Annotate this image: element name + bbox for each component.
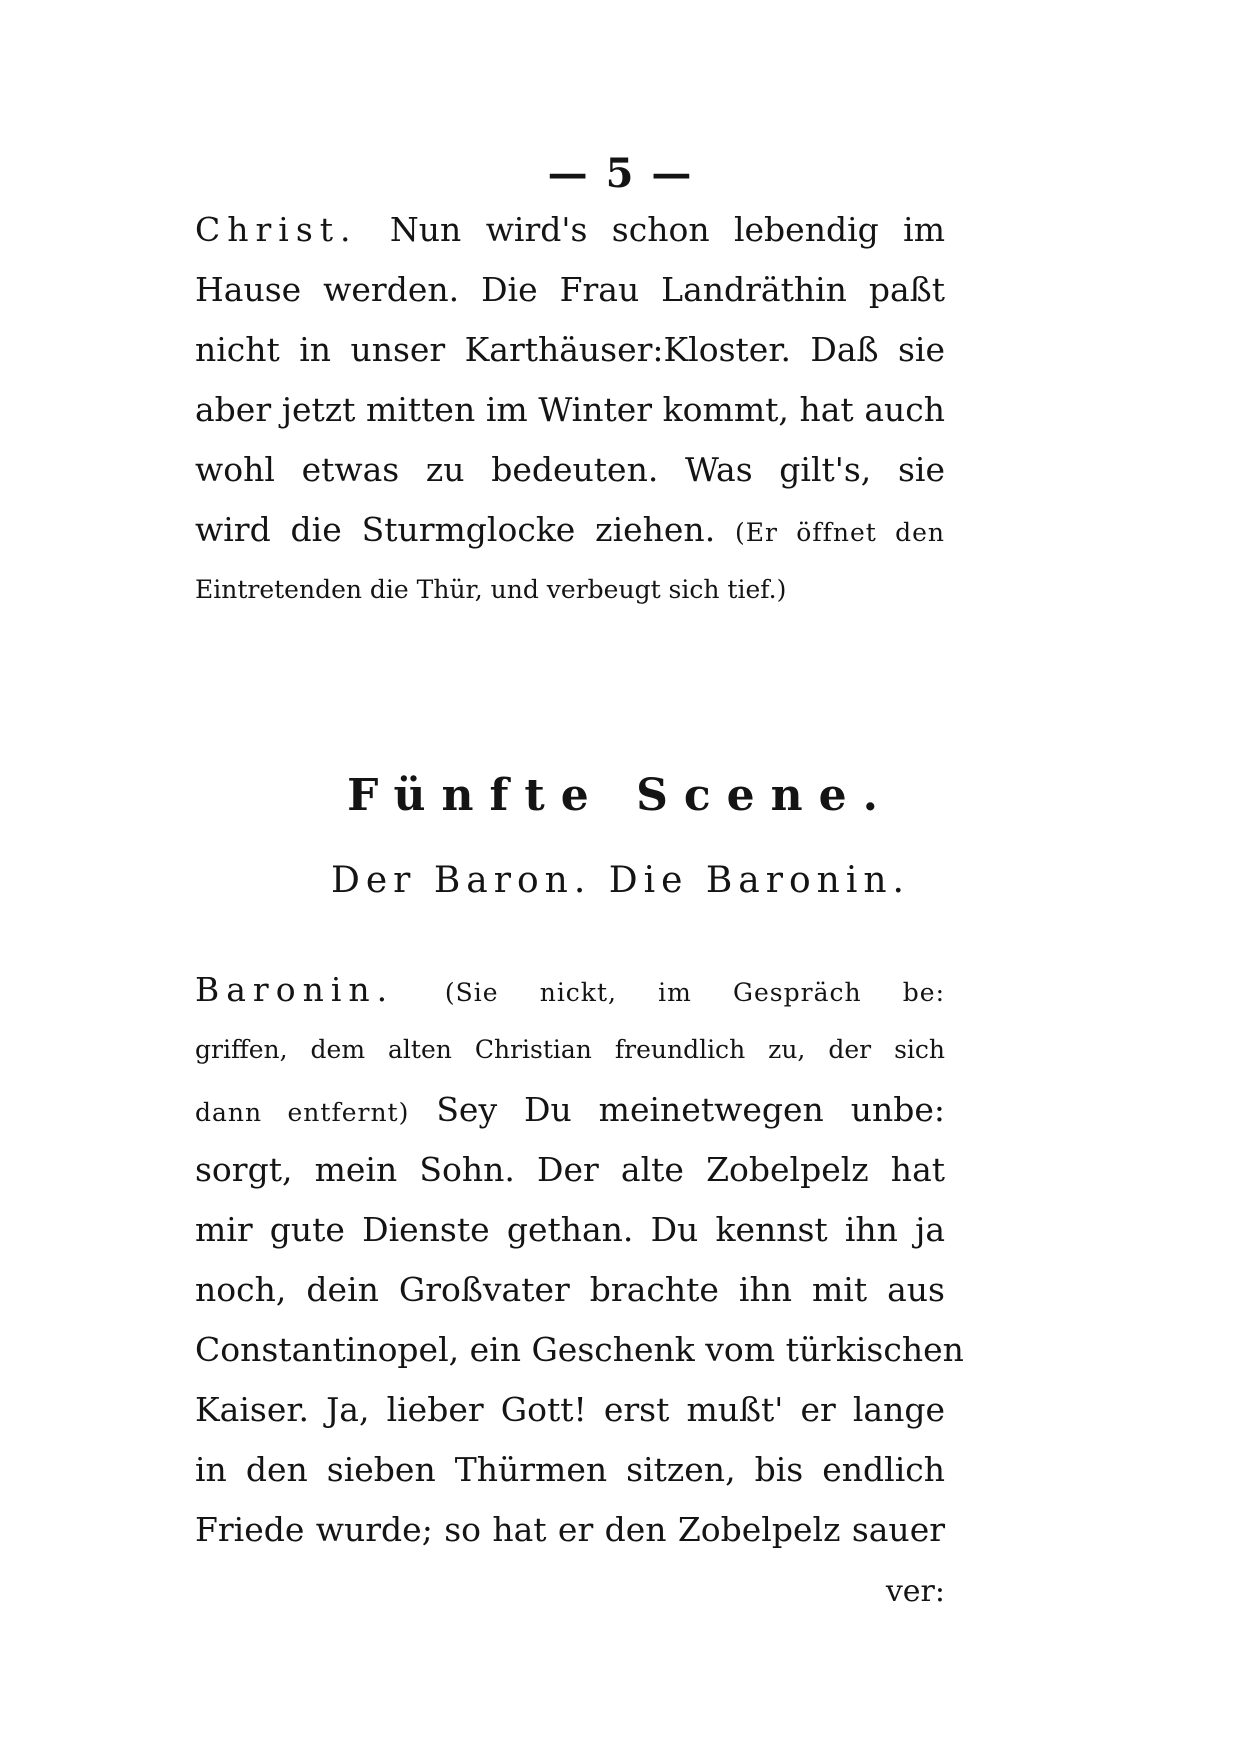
- text-line: aber jetzt mitten im Winter kommt, hat auch: [195, 390, 945, 429]
- text-line: [195, 960, 945, 1020]
- text-line: [195, 1080, 945, 1140]
- stage-direction: dann entfernt): [195, 1098, 410, 1127]
- text-line-content: wird die Sturmglocke ziehen.: [195, 510, 716, 549]
- text-line: [195, 500, 945, 560]
- text-line: mir gute Dienste gethan. Du kennst ihn ja: [195, 1210, 945, 1249]
- text-line: in den sieben Thürmen sitzen, bis endlich: [195, 1450, 945, 1489]
- scene-title: Fünfte Scene.: [347, 770, 894, 821]
- stage-direction-line: griffen, dem alten Christian freundlich zu, der sich: [195, 1035, 945, 1064]
- scene-characters: Der Baron. Die Baronin.: [331, 860, 910, 901]
- catchword: ver:: [885, 1574, 945, 1609]
- text-line: sorgt, mein Sohn. Der alte Zobelpelz hat: [195, 1150, 945, 1189]
- stage-direction: (Sie nickt, im Gespräch be:: [444, 978, 945, 1007]
- speaker-baronin: Baronin.: [195, 970, 395, 1009]
- text-line: noch, dein Großvater brachte ihn mit aus: [195, 1270, 945, 1309]
- text-line: wohl etwas zu bedeuten. Was gilt's, sie: [195, 450, 945, 489]
- stage-direction-line: Eintretenden die Thür, und verbeugt sich tief.): [195, 575, 787, 604]
- speaker-christ: Christ.: [195, 210, 358, 249]
- text-line: Friede wurde; so hat er den Zobelpelz sauer: [195, 1510, 945, 1549]
- text-line: Hause werden. Die Frau Landräthin paßt: [195, 270, 945, 309]
- page-number: — 5 —: [547, 150, 694, 197]
- passage-christ: [195, 200, 945, 620]
- text-line: Constantinopel, ein Geschenk vom türkischen: [195, 1330, 964, 1369]
- text-line-content: Nun wird's schon lebendig im: [389, 210, 945, 249]
- stage-direction: (Er öffnet den: [735, 518, 946, 547]
- text-line: Kaiser. Ja, lieber Gott! erst mußt' er lange: [195, 1390, 945, 1429]
- text-line: [195, 200, 945, 260]
- text-line: nicht in unser Karthäuser:Kloster. Daß sie: [195, 330, 945, 369]
- text-line-content: Sey Du meinetwegen unbe:: [436, 1090, 946, 1129]
- passage-baronin: [195, 960, 964, 1560]
